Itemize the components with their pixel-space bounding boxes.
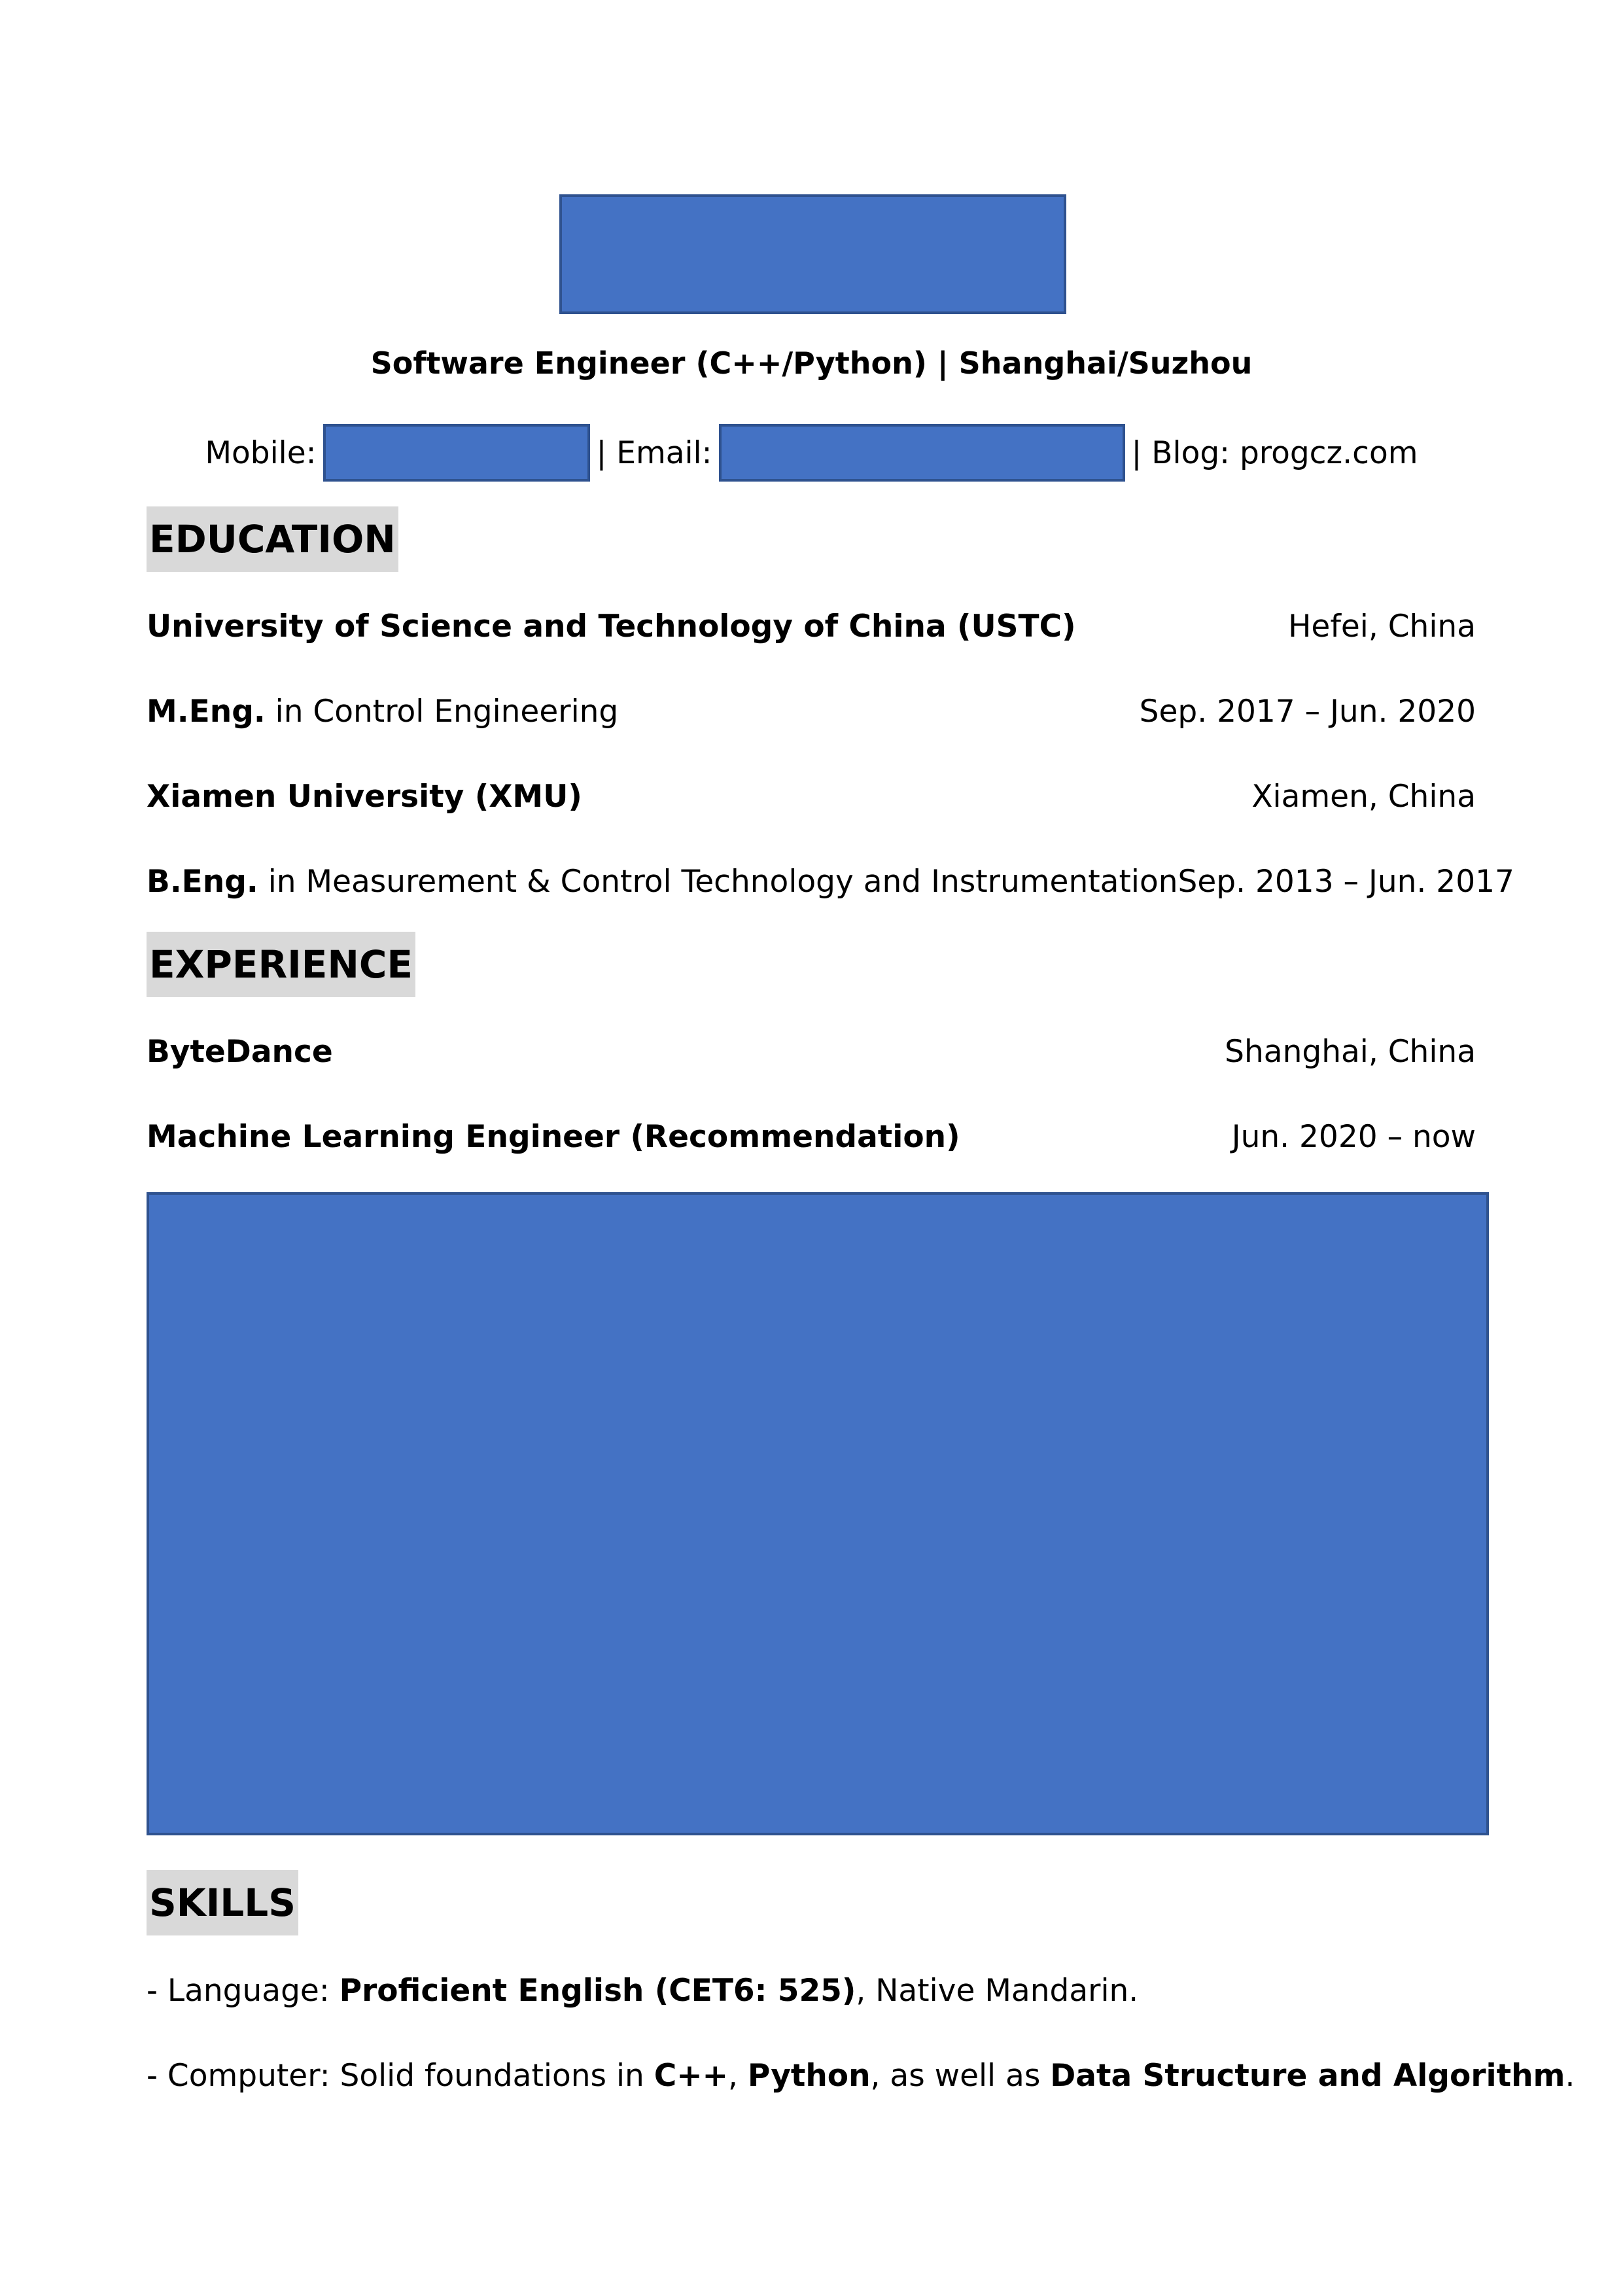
education-entry-1-degree-row [147, 685, 1476, 737]
school-location: Hefei, China [1288, 608, 1476, 645]
computer-sep-1: , [728, 2057, 748, 2094]
computer-prefix: - Computer: Solid foundations in [147, 2057, 654, 2094]
education-entry-2-degree-row [147, 855, 1514, 908]
computer-suffix: . [1565, 2057, 1575, 2094]
computer-bold-cpp: C++ [654, 2057, 728, 2094]
blog-text: | Blog: progcz.com [1131, 434, 1418, 471]
computer-sep-2: , as well as [870, 2057, 1051, 2094]
email-label: | Email: [596, 434, 712, 471]
degree-dates: Sep. 2013 – Jun. 2017 [1178, 863, 1514, 900]
degree-line [147, 694, 618, 730]
contact-line [0, 422, 1623, 484]
major: in Measurement & Control Technology and Instrumentation [258, 863, 1178, 900]
role-title: Machine Learning Engineer (Recommendation) [147, 1118, 960, 1155]
degree: B.Eng. [147, 863, 258, 900]
redacted-experience-details [147, 1192, 1489, 1835]
redacted-name [559, 194, 1066, 314]
major: in Control Engineering [265, 693, 619, 730]
school-name: Xiamen University (XMU) [147, 778, 582, 815]
education-entry-2-school-row [147, 770, 1476, 822]
degree: M.Eng. [147, 693, 266, 730]
subtitle: Software Engineer (C++/Python) | Shanghai/Suzhou [370, 345, 1253, 381]
education-entry-1-school-row [147, 600, 1476, 652]
company-location: Shanghai, China [1225, 1033, 1476, 1070]
computer-bold-python: Python [747, 2057, 871, 2094]
skill-computer [147, 2049, 1575, 2102]
redacted-email [719, 424, 1125, 482]
school-name: University of Science and Technology of China (USTC) [147, 608, 1076, 645]
skill-language [147, 1964, 1138, 2017]
experience-role-row [147, 1110, 1476, 1163]
degree-dates: Sep. 2017 – Jun. 2020 [1139, 693, 1476, 730]
experience-company-row [147, 1025, 1476, 1078]
skills-heading: SKILLS [147, 1870, 298, 1935]
education-heading: EDUCATION [147, 506, 398, 572]
language-bold: Proficient English (CET6: 525) [339, 1972, 856, 2009]
language-suffix: , Native Mandarin. [856, 1972, 1139, 2009]
role-dates: Jun. 2020 – now [1231, 1118, 1476, 1155]
mobile-label: Mobile: [205, 434, 317, 471]
school-location: Xiamen, China [1251, 778, 1476, 815]
experience-heading: EXPERIENCE [147, 932, 415, 997]
language-prefix: - Language: [147, 1972, 340, 2009]
company-name: ByteDance [147, 1033, 333, 1070]
computer-bold-dsa: Data Structure and Algorithm [1050, 2057, 1565, 2094]
redacted-mobile [323, 424, 590, 482]
degree-line [147, 864, 1178, 900]
